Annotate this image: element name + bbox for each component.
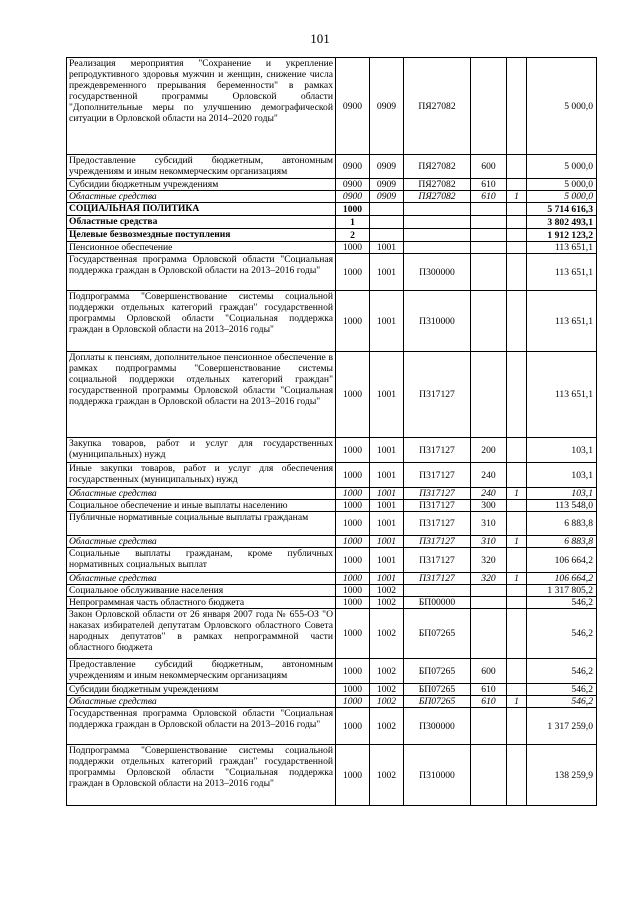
row-name-cell: Областные средства <box>67 536 336 548</box>
expense-type-cell <box>471 352 507 438</box>
section-code-cell: 1000 <box>336 585 370 597</box>
amount-cell: 1 912 123,2 <box>527 229 597 242</box>
amount-cell: 6 883,8 <box>527 536 597 548</box>
row-name-cell: Закон Орловской области от 26 января 2007 года № 655-ОЗ "О наказах избирателей депутатам Орловского областного Совета народных депутатов" в рамках непрограммной части областного бюджета <box>67 609 336 659</box>
expense-type-cell <box>471 585 507 597</box>
target-article-cell: П310000 <box>404 291 471 352</box>
target-article-cell: БП07265 <box>404 659 471 684</box>
expense-type-cell: 300 <box>471 500 507 512</box>
funding-source-cell <box>507 58 527 155</box>
section-code-cell: 1000 <box>336 708 370 745</box>
expense-type-cell <box>471 58 507 155</box>
expense-type-cell <box>471 203 507 216</box>
expense-type-cell: 200 <box>471 438 507 463</box>
funding-source-cell <box>507 585 527 597</box>
row-name-cell: Непрограммная часть областного бюджета <box>67 597 336 609</box>
expense-type-cell: 310 <box>471 536 507 548</box>
section-code-cell: 1000 <box>336 573 370 585</box>
subsection-code-cell: 1001 <box>370 352 404 438</box>
row-name-cell: Государственная программа Орловской области "Социальная поддержка граждан в Орловской области на 2013–2016 годы" <box>67 254 336 291</box>
subsection-code-cell: 1002 <box>370 585 404 597</box>
table-row <box>67 597 597 609</box>
section-code-cell: 2 <box>336 229 370 242</box>
funding-source-cell <box>507 155 527 179</box>
expense-type-cell: 600 <box>471 659 507 684</box>
amount-cell: 138 259,9 <box>527 745 597 806</box>
row-name-cell: Предоставление субсидий бюджетным, автономным учреждениям и иным некоммерческим организациям <box>67 659 336 684</box>
section-code-cell: 0900 <box>336 191 370 203</box>
table-row <box>67 242 597 254</box>
section-code-cell: 1000 <box>336 536 370 548</box>
table-row <box>67 548 597 573</box>
table-row <box>67 488 597 500</box>
amount-cell: 103,1 <box>527 463 597 488</box>
table-body <box>67 58 597 806</box>
section-code-cell: 1000 <box>336 438 370 463</box>
subsection-code-cell: 1002 <box>370 745 404 806</box>
row-name-cell: Субсидии бюджетным учреждениям <box>67 684 336 696</box>
subsection-code-cell: 1001 <box>370 512 404 536</box>
section-code-cell: 1000 <box>336 684 370 696</box>
subsection-code-cell: 1002 <box>370 597 404 609</box>
funding-source-cell <box>507 242 527 254</box>
amount-cell: 3 802 493,1 <box>527 216 597 229</box>
target-article-cell: ПЯ27082 <box>404 179 471 191</box>
target-article-cell: БП00000 <box>404 597 471 609</box>
amount-cell: 5 000,0 <box>527 58 597 155</box>
subsection-code-cell <box>370 229 404 242</box>
target-article-cell: БП07265 <box>404 684 471 696</box>
subsection-code-cell: 0909 <box>370 155 404 179</box>
subsection-code-cell: 1001 <box>370 463 404 488</box>
funding-source-cell <box>507 548 527 573</box>
amount-cell: 113 651,1 <box>527 291 597 352</box>
funding-source-cell: 1 <box>507 191 527 203</box>
expense-type-cell <box>471 254 507 291</box>
section-code-cell: 1000 <box>336 597 370 609</box>
table-row <box>67 352 597 438</box>
expense-type-cell <box>471 609 507 659</box>
funding-source-cell <box>507 216 527 229</box>
table-row <box>67 659 597 684</box>
target-article-cell <box>404 203 471 216</box>
table-row <box>67 291 597 352</box>
section-code-cell: 1000 <box>336 696 370 708</box>
row-name-cell: Целевые безвозмездные поступления <box>67 229 336 242</box>
subsection-code-cell: 0909 <box>370 58 404 155</box>
expense-type-cell <box>471 242 507 254</box>
expense-type-cell <box>471 597 507 609</box>
subsection-code-cell: 1001 <box>370 291 404 352</box>
table-row <box>67 585 597 597</box>
row-name-cell: Пенсионное обеспечение <box>67 242 336 254</box>
row-name-cell: Социальное обеспечение и иные выплаты населению <box>67 500 336 512</box>
section-code-cell: 0900 <box>336 155 370 179</box>
amount-cell: 546,2 <box>527 609 597 659</box>
subsection-code-cell: 1001 <box>370 536 404 548</box>
expense-type-cell: 600 <box>471 155 507 179</box>
section-code-cell: 0900 <box>336 179 370 191</box>
subsection-code-cell: 1002 <box>370 696 404 708</box>
target-article-cell: ПЯ27082 <box>404 58 471 155</box>
section-code-cell: 0900 <box>336 58 370 155</box>
row-name-cell: Социальные выплаты гражданам, кроме публичных нормативных социальных выплат <box>67 548 336 573</box>
row-name-cell: Областные средства <box>67 573 336 585</box>
amount-cell: 106 664,2 <box>527 573 597 585</box>
funding-source-cell: 1 <box>507 573 527 585</box>
section-code-cell: 1 <box>336 216 370 229</box>
target-article-cell: П310000 <box>404 745 471 806</box>
subsection-code-cell: 1002 <box>370 659 404 684</box>
expense-type-cell: 610 <box>471 684 507 696</box>
row-name-cell: Подпрограмма "Совершенствование системы социальной поддержки отдельных категорий граждан" государственной программы Орловской области "Социальная поддержка граждан в Орловской области на 2013–2016 годы" <box>67 291 336 352</box>
table-row <box>67 216 597 229</box>
row-name-cell: Субсидии бюджетным учреждениям <box>67 179 336 191</box>
amount-cell: 5 000,0 <box>527 155 597 179</box>
target-article-cell <box>404 229 471 242</box>
expense-type-cell: 320 <box>471 573 507 585</box>
amount-cell: 106 664,2 <box>527 548 597 573</box>
section-code-cell: 1000 <box>336 745 370 806</box>
page-number: 101 <box>310 31 330 46</box>
table-row <box>67 155 597 179</box>
table-row <box>67 254 597 291</box>
table-row <box>67 203 597 216</box>
section-code-cell: 1000 <box>336 659 370 684</box>
row-name-cell: Областные средства <box>67 216 336 229</box>
funding-source-cell: 1 <box>507 488 527 500</box>
expense-type-cell: 320 <box>471 548 507 573</box>
table-row <box>67 512 597 536</box>
amount-cell: 113 548,0 <box>527 500 597 512</box>
amount-cell: 546,2 <box>527 597 597 609</box>
amount-cell: 546,2 <box>527 696 597 708</box>
subsection-code-cell: 1001 <box>370 438 404 463</box>
funding-source-cell <box>507 229 527 242</box>
row-name-cell: Предоставление субсидий бюджетным, автономным учреждениям и иным некоммерческим организациям <box>67 155 336 179</box>
target-article-cell: БП07265 <box>404 609 471 659</box>
amount-cell: 546,2 <box>527 659 597 684</box>
table-row <box>67 179 597 191</box>
table-row <box>67 58 597 155</box>
funding-source-cell <box>507 684 527 696</box>
table-row <box>67 191 597 203</box>
amount-cell: 113 651,1 <box>527 254 597 291</box>
target-article-cell: П317127 <box>404 536 471 548</box>
amount-cell: 5 714 616,3 <box>527 203 597 216</box>
target-article-cell: П317127 <box>404 512 471 536</box>
expense-type-cell: 610 <box>471 179 507 191</box>
table-row <box>67 229 597 242</box>
row-name-cell: Социальное обслуживание населения <box>67 585 336 597</box>
expense-type-cell <box>471 745 507 806</box>
row-name-cell: Подпрограмма "Совершенствование системы социальной поддержки отдельных категорий граждан" государственной программы Орловской области "Социальная поддержка граждан в Орловской области на 2013–2016 годы" <box>67 745 336 806</box>
row-name-cell: Реализация мероприятия "Сохранение и укрепление репродуктивного здоровья мужчин и женщин, снижение числа преждевременного прерывания беременности" в рамках государственной программы Орловской области "Дополнительные меры по улучшению демографической ситуации в Орловской области на 2014–2020 годы" <box>67 58 336 155</box>
subsection-code-cell <box>370 203 404 216</box>
funding-source-cell <box>507 597 527 609</box>
target-article-cell <box>404 242 471 254</box>
amount-cell: 5 000,0 <box>527 191 597 203</box>
amount-cell: 103,1 <box>527 488 597 500</box>
funding-source-cell <box>507 708 527 745</box>
section-code-cell: 1000 <box>336 488 370 500</box>
subsection-code-cell <box>370 216 404 229</box>
table-row <box>67 500 597 512</box>
target-article-cell: П300000 <box>404 254 471 291</box>
target-article-cell: БП07265 <box>404 696 471 708</box>
section-code-cell: 1000 <box>336 548 370 573</box>
subsection-code-cell: 1001 <box>370 500 404 512</box>
expense-type-cell: 610 <box>471 191 507 203</box>
subsection-code-cell: 1002 <box>370 684 404 696</box>
row-name-cell: Областные средства <box>67 696 336 708</box>
subsection-code-cell: 0909 <box>370 191 404 203</box>
funding-source-cell <box>507 659 527 684</box>
expense-type-cell <box>471 229 507 242</box>
target-article-cell: ПЯ27082 <box>404 155 471 179</box>
subsection-code-cell: 1002 <box>370 708 404 745</box>
funding-source-cell <box>507 500 527 512</box>
funding-source-cell <box>507 609 527 659</box>
expense-type-cell <box>471 291 507 352</box>
section-code-cell: 1000 <box>336 291 370 352</box>
table-row <box>67 609 597 659</box>
target-article-cell: П317127 <box>404 488 471 500</box>
target-article-cell: ПЯ27082 <box>404 191 471 203</box>
row-name-cell: Областные средства <box>67 191 336 203</box>
expense-type-cell: 610 <box>471 696 507 708</box>
table-row <box>67 708 597 745</box>
amount-cell: 546,2 <box>527 684 597 696</box>
target-article-cell: П317127 <box>404 463 471 488</box>
subsection-code-cell: 1001 <box>370 242 404 254</box>
amount-cell: 103,1 <box>527 438 597 463</box>
row-name-cell: Доплаты к пенсиям, дополнительное пенсионное обеспечение в рамках подпрограммы "Совершенствование системы социальной поддержки отдельных категорий граждан" государственной программы Орловской области "Социальная поддержка граждан в Орловской области на 2013–2016 годы" <box>67 352 336 438</box>
funding-source-cell <box>507 254 527 291</box>
amount-cell: 6 883,8 <box>527 512 597 536</box>
subsection-code-cell: 1001 <box>370 548 404 573</box>
funding-source-cell <box>507 291 527 352</box>
funding-source-cell <box>507 745 527 806</box>
target-article-cell: П317127 <box>404 352 471 438</box>
section-code-cell: 1000 <box>336 500 370 512</box>
target-article-cell: П317127 <box>404 438 471 463</box>
target-article-cell <box>404 216 471 229</box>
table-row <box>67 684 597 696</box>
target-article-cell: П300000 <box>404 708 471 745</box>
funding-source-cell <box>507 179 527 191</box>
section-code-cell: 1000 <box>336 512 370 536</box>
funding-source-cell <box>507 463 527 488</box>
amount-cell: 113 651,1 <box>527 352 597 438</box>
amount-cell: 1 317 259,0 <box>527 708 597 745</box>
funding-source-cell <box>507 438 527 463</box>
amount-cell: 113 651,1 <box>527 242 597 254</box>
expense-type-cell: 240 <box>471 488 507 500</box>
table-row <box>67 463 597 488</box>
funding-source-cell <box>507 203 527 216</box>
target-article-cell: П317127 <box>404 500 471 512</box>
funding-source-cell: 1 <box>507 696 527 708</box>
section-code-cell: 1000 <box>336 242 370 254</box>
amount-cell: 5 000,0 <box>527 179 597 191</box>
funding-source-cell <box>507 352 527 438</box>
expense-type-cell <box>471 708 507 745</box>
subsection-code-cell: 0909 <box>370 179 404 191</box>
row-name-cell: Закупка товаров, работ и услуг для государственных (муниципальных) нужд <box>67 438 336 463</box>
section-code-cell: 1000 <box>336 463 370 488</box>
funding-source-cell: 1 <box>507 536 527 548</box>
table-row <box>67 573 597 585</box>
expense-type-cell <box>471 216 507 229</box>
row-name-cell: СОЦИАЛЬНАЯ ПОЛИТИКА <box>67 203 336 216</box>
table-row <box>67 536 597 548</box>
expense-type-cell: 240 <box>471 463 507 488</box>
expense-type-cell: 310 <box>471 512 507 536</box>
target-article-cell: П317127 <box>404 573 471 585</box>
section-code-cell: 1000 <box>336 203 370 216</box>
table-row <box>67 745 597 806</box>
row-name-cell: Иные закупки товаров, работ и услуг для обеспечения государственных (муниципальных) нужд <box>67 463 336 488</box>
target-article-cell: П317127 <box>404 548 471 573</box>
subsection-code-cell: 1001 <box>370 488 404 500</box>
section-code-cell: 1000 <box>336 609 370 659</box>
subsection-code-cell: 1001 <box>370 254 404 291</box>
row-name-cell: Публичные нормативные социальные выплаты гражданам <box>67 512 336 536</box>
funding-source-cell <box>507 512 527 536</box>
subsection-code-cell: 1001 <box>370 573 404 585</box>
row-name-cell: Государственная программа Орловской области "Социальная поддержка граждан в Орловской области на 2013–2016 годы" <box>67 708 336 745</box>
section-code-cell: 1000 <box>336 254 370 291</box>
row-name-cell: Областные средства <box>67 488 336 500</box>
target-article-cell <box>404 585 471 597</box>
subsection-code-cell: 1002 <box>370 609 404 659</box>
section-code-cell: 1000 <box>336 352 370 438</box>
table-row <box>67 438 597 463</box>
budget-table <box>66 57 597 806</box>
amount-cell: 1 317 805,2 <box>527 585 597 597</box>
table-row <box>67 696 597 708</box>
